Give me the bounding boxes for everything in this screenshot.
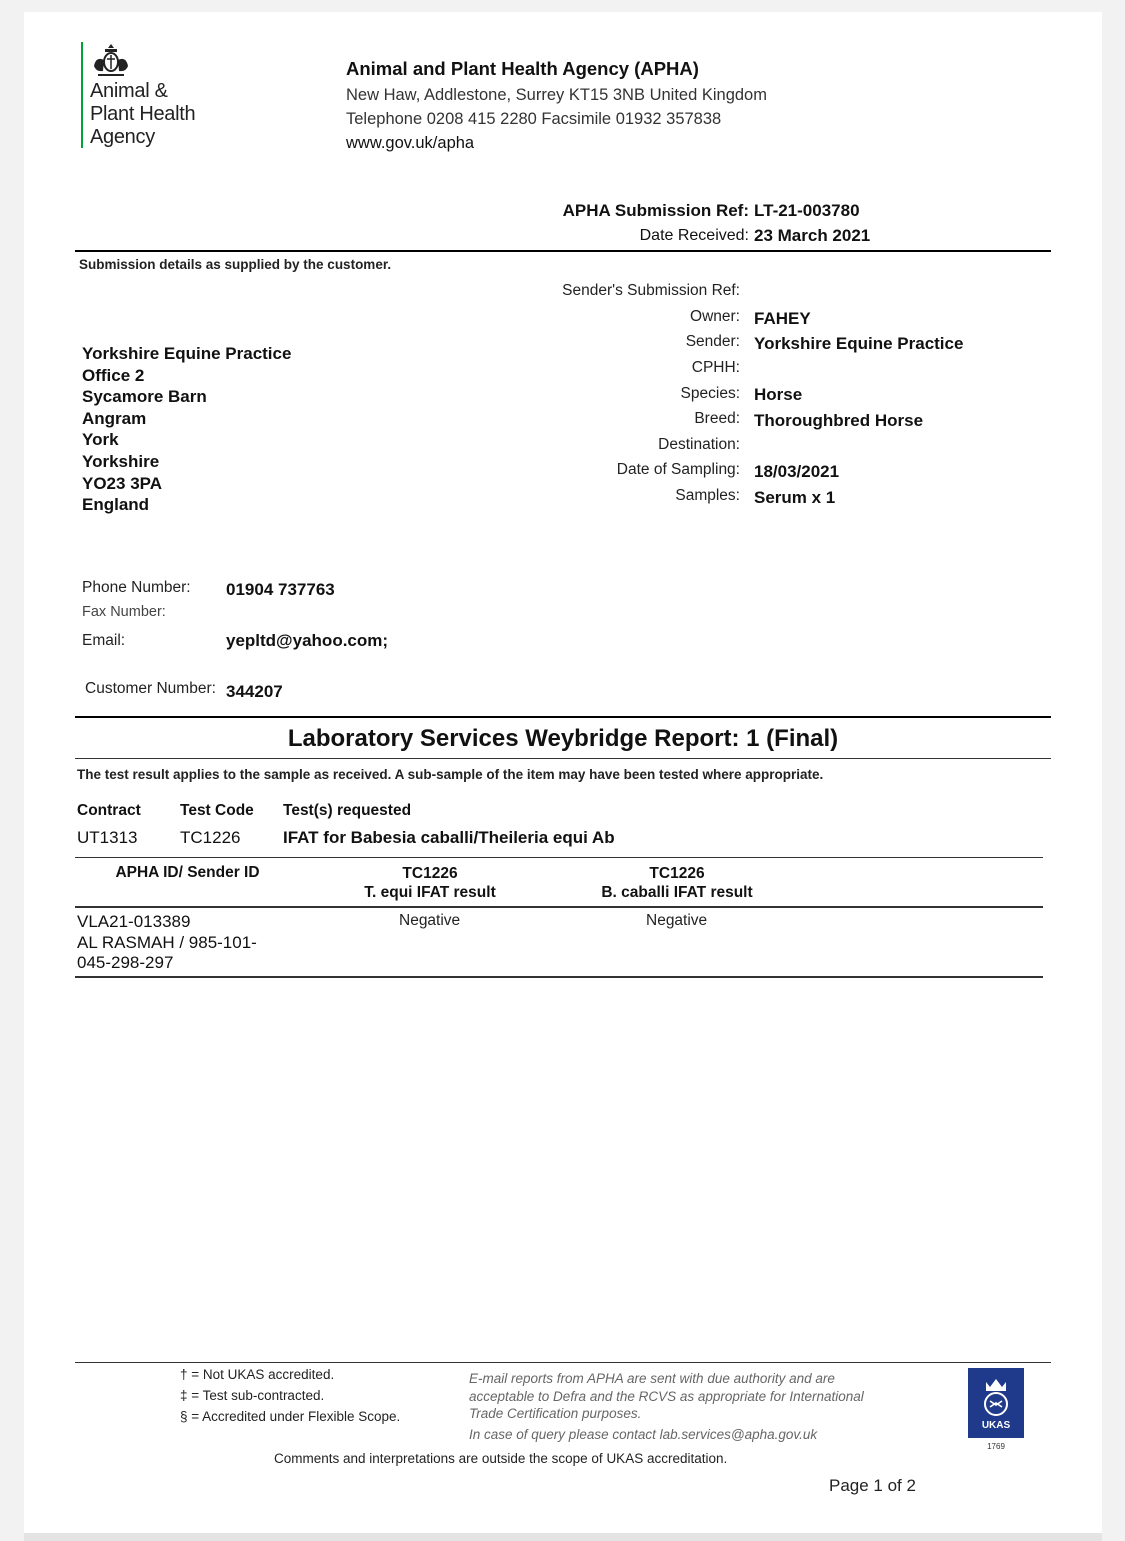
address-line: England [82, 495, 150, 515]
samples-label: Samples: [675, 487, 740, 504]
divider [75, 716, 1051, 718]
species-value: Horse [754, 385, 803, 404]
t-equi-code-header: TC1226 [402, 865, 458, 882]
agency-telephone: Telephone 0208 415 2280 Facsimile 01932 357838 [346, 110, 722, 128]
submission-note: Submission details as supplied by the customer. [79, 257, 392, 272]
query-contact: In case of query please contact lab.services@apha.gov.uk [469, 1427, 818, 1442]
sampling-date-label: Date of Sampling: [616, 461, 740, 478]
logo-wordmark: Animal & Plant Health Agency [90, 80, 196, 148]
divider [75, 857, 1043, 858]
test-requested-value: IFAT for Babesia caballi/Theileria equi Ab [283, 828, 615, 847]
address-line: Yorkshire Equine Practice [82, 344, 292, 363]
t-equi-name-header: T. equi IFAT result [364, 884, 496, 901]
divider [75, 976, 1043, 978]
customer-address [82, 343, 291, 516]
sender-label: Sender: [685, 333, 740, 350]
address-line: Office 2 [82, 365, 145, 385]
report-title: Laboratory Services Weybridge Report: 1 (Final) [287, 725, 839, 752]
contract-header: Contract [77, 802, 141, 819]
sample-id-line: VLA21-013389 [77, 912, 191, 931]
breed-label: Breed: [694, 410, 740, 427]
divider [75, 906, 1043, 908]
email-label: Email: [82, 632, 126, 649]
date-received-label: Date Received: [639, 227, 749, 244]
ukas-comments: Comments and interpretations are outside the scope of UKAS accreditation. [274, 1451, 728, 1466]
owner-label: Owner: [690, 308, 740, 325]
footer-divider [75, 1362, 1051, 1363]
page-bottom-edge [24, 1533, 1102, 1541]
tests-requested-header: Test(s) requested [283, 802, 412, 819]
test-code-value: TC1226 [180, 828, 241, 847]
ukas-number: 1769 [987, 1442, 1005, 1451]
sample-id-line: 045-298-297 [77, 953, 174, 972]
t-equi-result: Negative [399, 912, 461, 929]
contract-value: UT1313 [77, 828, 138, 847]
legend-item: § = Accredited under Flexible Scope. [180, 1409, 401, 1424]
agency-name: Animal and Plant Health Agency (APHA) [346, 58, 699, 79]
address-line: Yorkshire [82, 451, 160, 471]
table-row-id [77, 912, 257, 974]
disclaimer-line: E-mail reports from APHA are sent with due authority and are [469, 1371, 835, 1386]
breed-value: Thoroughbred Horse [754, 411, 924, 430]
apha-id-header: APHA ID/ Sender ID [115, 864, 260, 881]
senders-ref-label: Sender's Submission Ref: [562, 282, 740, 299]
agency-website[interactable]: www.gov.uk/apha [346, 134, 475, 152]
disclaimer-line: Trade Certification purposes. [469, 1406, 642, 1421]
submission-ref-label: APHA Submission Ref: [562, 201, 749, 220]
legend-item: ‡ = Test sub-contracted. [180, 1388, 325, 1403]
ukas-label: UKAS [981, 1420, 1011, 1431]
address-line: Sycamore Barn [82, 387, 207, 407]
sample-id-line: AL RASMAH / 985-101- [77, 932, 257, 952]
report-note: The test result applies to the sample as received. A sub-sample of the item may have been tested where appropriate. [77, 767, 824, 782]
b-caballi-code-header: TC1226 [649, 865, 705, 882]
legend-item: † = Not UKAS accredited. [180, 1367, 335, 1382]
divider [75, 250, 1051, 252]
customer-number-value: 344207 [226, 682, 283, 701]
sampling-date-value: 18/03/2021 [754, 462, 840, 481]
species-label: Species: [680, 385, 740, 402]
logo-accent-bar [81, 42, 83, 148]
address-line: York [82, 430, 119, 450]
fax-label: Fax Number: [82, 604, 166, 620]
page-number: Page 1 of 2 [829, 1476, 916, 1495]
destination-label: Destination: [658, 436, 740, 453]
disclaimer-line: acceptable to Defra and the RCVS as appropriate for International [469, 1388, 864, 1404]
sender-value: Yorkshire Equine Practice [754, 334, 964, 353]
address-line: Angram [82, 408, 147, 428]
owner-value: FAHEY [754, 309, 811, 328]
agency-address: New Haw, Addlestone, Surrey KT15 3NB United Kingdom [346, 86, 767, 104]
email-value[interactable]: yepltd@yahoo.com; [226, 631, 389, 650]
submission-ref-value: LT-21-003780 [754, 201, 860, 220]
ukas-badge [968, 1368, 1024, 1438]
date-received-value: 23 March 2021 [754, 226, 871, 245]
b-caballi-result: Negative [646, 912, 708, 929]
accreditation-legend [180, 1364, 400, 1427]
samples-value: Serum x 1 [754, 488, 836, 507]
divider [75, 758, 1051, 759]
email-disclaimer [469, 1370, 864, 1423]
b-caballi-name-header: B. caballi IFAT result [601, 884, 753, 901]
phone-value: 01904 737763 [226, 580, 335, 599]
address-line: YO23 3PA [82, 473, 163, 493]
royal-crest-icon [90, 42, 132, 78]
cphh-label: CPHH: [691, 359, 740, 376]
test-code-header: Test Code [180, 802, 254, 819]
phone-label: Phone Number: [82, 579, 191, 596]
customer-number-label: Customer Number: [85, 680, 216, 697]
